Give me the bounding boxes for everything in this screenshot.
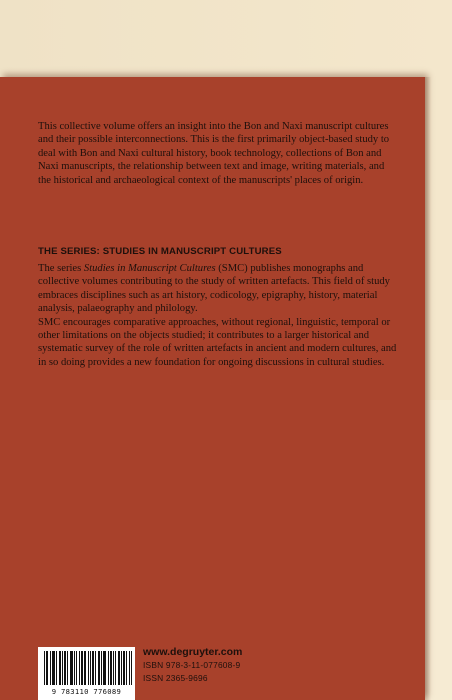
barcode-bar [44, 651, 45, 685]
barcode-bar [76, 651, 77, 685]
barcode-bar [124, 651, 125, 685]
series-description [38, 262, 400, 369]
barcode-bar [85, 651, 86, 685]
barcode-bar [67, 651, 68, 685]
series-para1-post: (SMC) publishes monographs and collective volumes contributing to the study of written artefacts. This field of study embraces disciplines such as art history, codicology, epigraphy, history, material analysis, palaeography and philology. [38, 263, 390, 315]
barcode-bar [119, 651, 120, 685]
barcode-bar [95, 651, 96, 685]
barcode-bar [82, 651, 83, 685]
barcode-bar [118, 651, 119, 685]
isbn-text: ISBN 978-3-11-077608-9 [143, 660, 241, 670]
barcode-bars [38, 647, 135, 687]
barcode-bar [53, 651, 54, 685]
barcode-bar [129, 651, 130, 685]
barcode-bar [59, 651, 60, 685]
barcode-bar [105, 651, 106, 685]
cover-edge-shadow [425, 77, 431, 700]
book-blurb: This collective volume offers an insight into the Bon and Naxi manuscript cultures and their possible interconnections. This is the first primarily object-based study to deal with Bon and Naxi cultural history, book technology, collections of Bon and Naxi manuscripts, the relationship between text and image, writing materials, and the historical and archaeological context of the manuscripts' places of origin. [38, 121, 390, 186]
barcode-bar [79, 651, 80, 685]
barcode-bar [113, 651, 114, 685]
barcode-bar [62, 651, 63, 685]
barcode-bar [84, 651, 85, 685]
issn-text: ISSN 2365-9696 [143, 672, 208, 683]
barcode-bar [64, 651, 65, 685]
barcode-bar [52, 651, 53, 685]
barcode-bar [123, 651, 124, 685]
barcode-bar [111, 651, 112, 685]
barcode-bar [110, 651, 111, 685]
barcode-bar [81, 651, 82, 685]
isbn-barcode [38, 647, 135, 700]
barcode-bar [98, 651, 99, 685]
barcode-bar [93, 651, 94, 685]
publisher-info [143, 646, 242, 684]
series-title-italic: Studies in Manuscript Cultures [83, 263, 216, 274]
series-para1-pre: The series [38, 263, 84, 274]
barcode-bar [46, 651, 47, 685]
barcode-bar [115, 651, 116, 685]
publisher-website[interactable]: www.degruyter.com [143, 646, 243, 658]
barcode-bar [72, 651, 73, 685]
barcode-bar [54, 651, 55, 685]
series-paragraph-1 [38, 262, 400, 316]
series-heading: THE SERIES: STUDIES IN MANUSCRIPT CULTURES [38, 246, 282, 257]
barcode-bar [99, 651, 100, 685]
barcode-bar [90, 651, 91, 685]
barcode-bar [74, 651, 75, 685]
barcode-digits: 9 783110 776089 [51, 687, 122, 696]
barcode-bar [65, 651, 66, 685]
barcode-bar [47, 651, 48, 685]
barcode-bar [56, 651, 57, 685]
series-paragraph-2: SMC encourages comparative approaches, without regional, linguistic, temporal or other limitations on the objects studied; it contributes to a larger historical and systematic survey of the role of written artefacts in ancient and modern cultures, and in so doing provides a new foundation for ongoing discussions in cultural studies. [38, 316, 397, 368]
barcode-bar [104, 651, 105, 685]
barcode-bar [126, 651, 127, 685]
barcode-bar [131, 651, 132, 685]
barcode-bar [103, 651, 104, 685]
barcode-bar [50, 651, 51, 685]
barcode-bar [60, 651, 61, 685]
barcode-bar [70, 651, 71, 685]
barcode-bar [92, 651, 93, 685]
barcode-bar [108, 651, 109, 685]
barcode-bar [71, 651, 72, 685]
barcode-bar [101, 651, 102, 685]
barcode-bar [121, 651, 122, 685]
barcode-bar [88, 651, 89, 685]
